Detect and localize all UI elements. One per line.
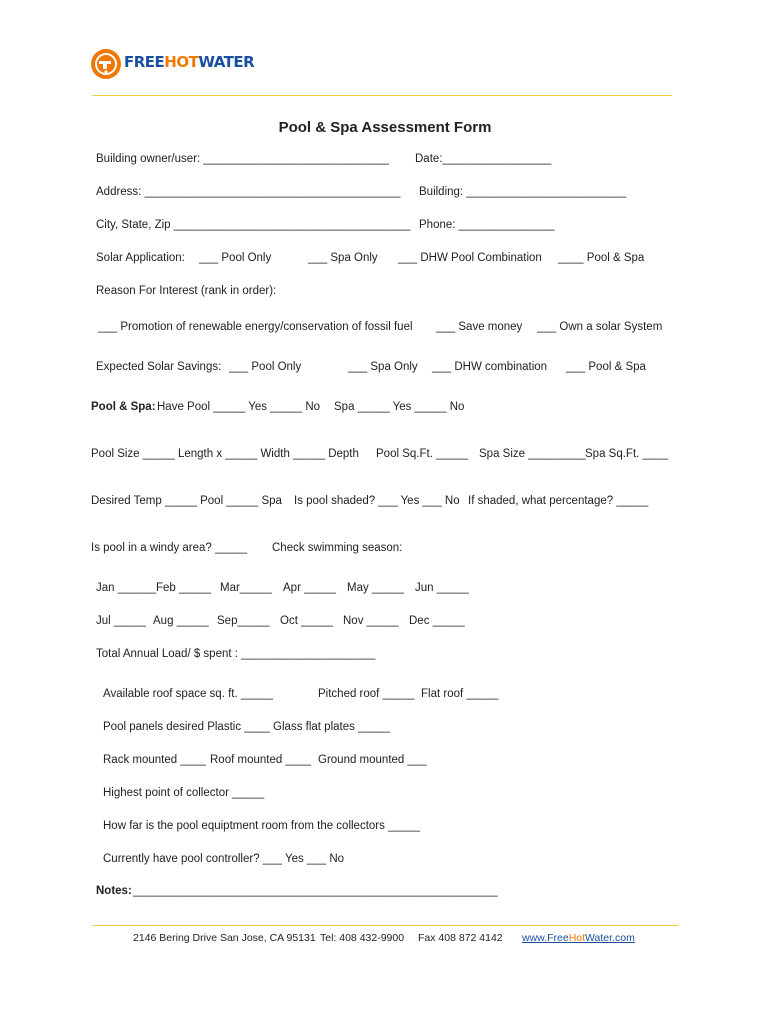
pitched-roof-field[interactable]: Pitched roof _____ xyxy=(318,688,415,700)
date-field[interactable]: Date:_________________ xyxy=(415,153,552,165)
roof-space-field[interactable]: Available roof space sq. ft. _____ xyxy=(103,688,273,700)
month-may[interactable]: May _____ xyxy=(347,582,404,594)
savings-pool-spa[interactable]: ___ Pool & Spa xyxy=(566,361,646,373)
highest-point-field[interactable]: Highest point of collector _____ xyxy=(103,787,265,799)
desired-temp-field[interactable]: Desired Temp _____ Pool _____ Spa xyxy=(91,495,282,507)
have-spa-field[interactable]: Spa _____ Yes _____ No xyxy=(334,401,465,413)
rack-mounted-field[interactable]: Rack mounted ____ xyxy=(103,754,206,766)
month-dec[interactable]: Dec _____ xyxy=(409,615,465,627)
address-field[interactable]: Address: ________________________________________ xyxy=(96,186,401,198)
have-pool-field[interactable]: Have Pool _____ Yes _____ No xyxy=(157,401,321,413)
annual-load-field[interactable]: Total Annual Load/ $ spent : _____________________ xyxy=(96,648,376,660)
footer-divider xyxy=(92,925,678,926)
month-jan[interactable]: Jan ______ xyxy=(96,582,157,594)
solar-application-label: Solar Application: xyxy=(96,252,185,264)
footer-fax: Fax 408 872 4142 xyxy=(418,932,503,944)
ground-mounted-field[interactable]: Ground mounted ___ xyxy=(318,754,427,766)
month-apr[interactable]: Apr _____ xyxy=(283,582,337,594)
pool-shaded-field[interactable]: Is pool shaded? ___ Yes ___ No xyxy=(294,495,460,507)
interest-own-system[interactable]: ___ Own a solar System xyxy=(537,321,663,333)
phone-field[interactable]: Phone: _______________ xyxy=(419,219,555,231)
spa-sqft-field[interactable]: Spa Sq.Ft. ____ xyxy=(585,448,669,460)
city-field[interactable]: City, State, Zip _____________________________________ xyxy=(96,219,411,231)
month-aug[interactable]: Aug _____ xyxy=(153,615,209,627)
pool-controller-field[interactable]: Currently have pool controller? ___ Yes ___ No xyxy=(103,853,345,865)
month-mar[interactable]: Mar_____ xyxy=(220,582,272,594)
reason-label: Reason For Interest (rank in order): xyxy=(96,285,277,297)
month-jun[interactable]: Jun _____ xyxy=(415,582,469,594)
month-feb[interactable]: Feb _____ xyxy=(156,582,211,594)
solar-app-pool-spa[interactable]: ____ Pool & Spa xyxy=(558,252,645,264)
savings-spa-only[interactable]: ___ Spa Only xyxy=(348,361,418,373)
flat-roof-field[interactable]: Flat roof _____ xyxy=(421,688,499,700)
notes-label: Notes: xyxy=(96,885,132,897)
month-nov[interactable]: Nov _____ xyxy=(343,615,399,627)
month-jul[interactable]: Jul _____ xyxy=(96,615,146,627)
pool-spa-label: Pool & Spa: xyxy=(91,401,156,413)
pool-size-field[interactable]: Pool Size _____ Length x _____ Width _____ Depth xyxy=(91,448,359,460)
interest-save-money[interactable]: ___ Save money xyxy=(436,321,523,333)
pool-sqft-field[interactable]: Pool Sq.Ft. _____ xyxy=(376,448,469,460)
spa-size-field[interactable]: Spa Size _________ xyxy=(479,448,586,460)
logo-wordmark: FREEHOTWATER xyxy=(124,53,255,71)
savings-label: Expected Solar Savings: xyxy=(96,361,222,373)
sun-faucet-icon xyxy=(90,48,122,80)
panels-field[interactable]: Pool panels desired Plastic ____ Glass flat plates _____ xyxy=(103,721,391,733)
month-sep[interactable]: Sep_____ xyxy=(217,615,270,627)
footer-tel: Tel: 408 432-9900 xyxy=(320,932,405,944)
notes-field[interactable]: _________________________________________________________ xyxy=(133,885,498,897)
month-oct[interactable]: Oct _____ xyxy=(280,615,334,627)
windy-area-field[interactable]: Is pool in a windy area? _____ xyxy=(91,542,247,554)
header-divider xyxy=(92,95,672,96)
owner-field[interactable]: Building owner/user: _____________________________ xyxy=(96,153,389,165)
solar-app-spa-only[interactable]: ___ Spa Only xyxy=(308,252,378,264)
interest-renewable[interactable]: ___ Promotion of renewable energy/conservation of fossil fuel xyxy=(98,321,413,333)
savings-pool-only[interactable]: ___ Pool Only xyxy=(229,361,302,373)
roof-mounted-field[interactable]: Roof mounted ____ xyxy=(210,754,312,766)
company-logo xyxy=(90,44,255,84)
equipment-distance-field[interactable]: How far is the pool equiptment room from the collectors _____ xyxy=(103,820,421,832)
page-title: Pool & Spa Assessment Form xyxy=(278,119,492,136)
footer-address: 2146 Bering Drive San Jose, CA 95131 xyxy=(133,932,316,944)
swimming-season-label: Check swimming season: xyxy=(272,542,403,554)
shade-percentage-field[interactable]: If shaded, what percentage? _____ xyxy=(468,495,649,507)
solar-app-pool-only[interactable]: ___ Pool Only xyxy=(199,252,272,264)
solar-app-dhw-pool[interactable]: ___ DHW Pool Combination xyxy=(398,252,542,264)
savings-dhw[interactable]: ___ DHW combination xyxy=(432,361,548,373)
building-field[interactable]: Building: _________________________ xyxy=(419,186,627,198)
footer-website-link[interactable]: www.FreeHotWater.com xyxy=(522,932,635,944)
